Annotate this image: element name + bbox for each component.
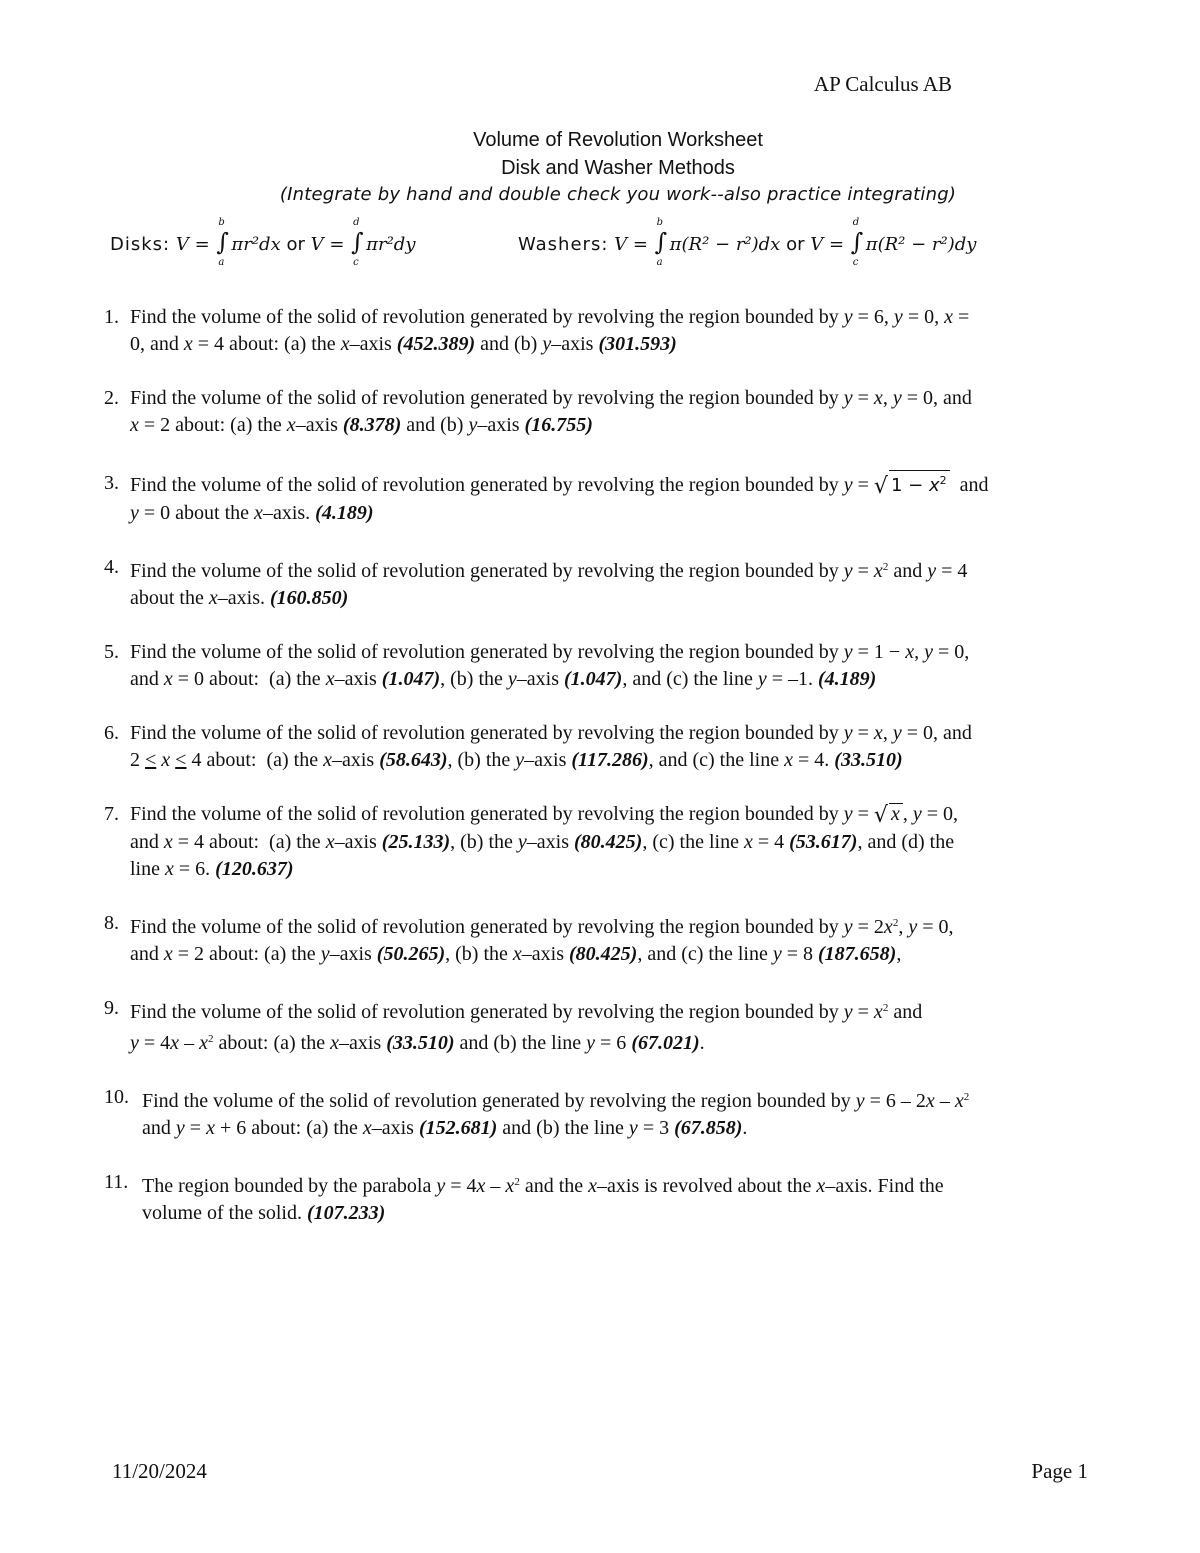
disk-eq-1: V =: [175, 234, 210, 255]
problem-lead: Find the volume of the solid of revolution generated by revolving the region bounded by: [130, 916, 839, 938]
problem-number: 6.: [104, 722, 119, 744]
problem-number: 10.: [104, 1086, 129, 1108]
disk-integrand-dx: πr²dx: [231, 234, 281, 255]
answer: (160.850): [269, 587, 349, 609]
answer: (301.593): [598, 333, 677, 355]
answer: (80.425): [569, 943, 638, 965]
problem-number: 1.: [104, 306, 119, 328]
washer-integrand-dx: π(R² − r²)dx: [669, 234, 781, 255]
answer: (152.681): [418, 1117, 498, 1139]
disks-label: Disks:: [110, 234, 171, 255]
problem-item: 1. Find the volume of the solid of revolution generated by revolving the region bounded by y = 6, y = 0, x = 0, and x = 4 about: (a) the x–axis (452.389) and (b) y–axis (301.593): [104, 306, 970, 355]
answer: (8.378): [342, 414, 402, 436]
answer: (25.133): [381, 831, 451, 853]
problem-lead: Find the volume of the solid of revolution generated by revolving the region bounded by: [130, 641, 839, 663]
integral-sign: ∫ d c: [351, 217, 364, 268]
answer: (120.637): [215, 858, 294, 880]
problem-number: 5.: [104, 641, 119, 663]
or-text: or: [786, 234, 805, 255]
problem-lead: Find the volume of the solid of revolution generated by revolving the region bounded by: [130, 560, 839, 582]
problem-lead: Find the volume of the solid of revolution generated by revolving the region bounded by: [130, 306, 839, 328]
footer-page-number: Page 1: [1031, 1459, 1088, 1483]
answer: (53.617): [789, 831, 858, 853]
washer-eq-1: V =: [614, 234, 648, 255]
worksheet-note: (Integrate by hand and double check you work--also practice integrating): [279, 184, 957, 205]
answer: (50.265): [376, 943, 446, 965]
problem-number: 2.: [104, 387, 119, 409]
washer-eq-2: V =: [810, 234, 845, 255]
radical-sign: √: [873, 474, 888, 499]
problem-list: [104, 304, 1134, 1227]
answer: (33.510): [386, 1032, 455, 1054]
problem-lead: Find the volume of the solid of revolution generated by revolving the region bounded by: [130, 1001, 839, 1023]
problem-item: 3. Find the volume of the solid of revolution generated by revolving the region bounded by y = √ $1 - x^2$ and y = 0 about the x–axis. (4.189): [104, 472, 989, 524]
answer: (80.425): [574, 831, 643, 853]
answer: (67.858): [674, 1117, 743, 1139]
problem-item: 10. Find the volume of the solid of revolution generated by revolving the region bounded by $y = 6 - 2x - x^2$ and y = x + 6 about: (a) the x–axis (152.681) and (b) the line y = 3 (67.858).: [104, 1086, 970, 1139]
problem-number: 4.: [104, 556, 119, 578]
integral-sign: ∫ b a: [654, 217, 668, 268]
integral-sign: ∫ b a: [216, 217, 229, 268]
problem-number: 3.: [104, 472, 119, 494]
problem-item: 2. Find the volume of the solid of revolution generated by revolving the region bounded by y = x, y = 0, and x = 2 about: (a) the x–axis (8.378) and (b) y–axis (16.755): [104, 387, 972, 436]
washer-formulas: [518, 217, 977, 268]
problem-number: 8.: [104, 912, 119, 934]
answer: (117.286): [571, 749, 649, 771]
worksheet-title: Volume of Revolution Worksheet: [473, 129, 763, 151]
problem-item: 11. The region bounded by the parabola $y = 4x - x^2$ and the x–axis is revolved about the x–axis. Find the volume of the solid. (107.233): [104, 1171, 944, 1224]
problem-number: 7.: [104, 803, 119, 825]
problem-lead: Find the volume of the solid of revolution generated by revolving the region bounded by: [142, 1090, 851, 1112]
title-block: [0, 126, 1200, 208]
problem-lead: Find the volume of the solid of revolution generated by revolving the region bounded by: [130, 474, 839, 496]
course-name: AP Calculus AB: [813, 72, 952, 96]
answer: (187.658): [818, 943, 897, 965]
problem-item: 7. Find the volume of the solid of revolution generated by revolving the region bounded by y = √ x , y = 0, and x = 4 about: (a) the x–axis (25.133), (b) the y–axis (80.425), (c) the line x = 4 (53.617), and (d) the line x = 6. (120.637): [104, 803, 959, 880]
answer: (1.047): [564, 668, 623, 690]
worksheet-subtitle: Disk and Washer Methods: [501, 157, 735, 179]
problem-lead: Find the volume of the solid of revolution generated by revolving the region bounded by: [130, 803, 839, 825]
formula-bar: [110, 217, 1110, 272]
answer: (452.389): [396, 333, 476, 355]
radical-sign: √: [873, 803, 888, 828]
problem-lead: Find the volume of the solid of revolution generated by revolving the region bounded by: [130, 722, 839, 744]
disk-formulas: [110, 217, 416, 268]
problem-item: 9. Find the volume of the solid of revolution generated by revolving the region bounded by $y = x^2$ and $y = 4x - x^2$ about: (a) the x–axis (33.510) and (b) the line y = 6 (67.021).: [104, 997, 923, 1054]
problem-item: 4. Find the volume of the solid of revolution generated by revolving the region bounded by $y = x^2$ and y = 4 about the x–axis. (160.850): [104, 556, 968, 609]
answer: (4.189): [315, 502, 374, 524]
integral-sign: ∫ d c: [850, 217, 864, 268]
or-text: or: [286, 234, 305, 255]
answer: (67.021): [631, 1032, 700, 1054]
footer-date: 11/20/2024: [112, 1459, 207, 1483]
washers-label: Washers:: [518, 234, 609, 255]
answer: (58.643): [379, 749, 448, 771]
answer: (4.189): [818, 668, 877, 690]
problem-number: 9.: [104, 997, 119, 1019]
answer: (1.047): [381, 668, 441, 690]
problem-item: 6. Find the volume of the solid of revolution generated by revolving the region bounded by y = x, y = 0, and 2 < x < 4 about: (a) the x–axis (58.643), (b) the y–axis (117.286), and (c) the line x = 4. (33.510): [104, 722, 972, 771]
washer-integrand-dy: π(R² − r²)dy: [865, 234, 977, 255]
problem-lead: Find the volume of the solid of revolution generated by revolving the region bounded by: [130, 387, 839, 409]
disk-eq-2: V =: [310, 234, 345, 255]
disk-integrand-dy: πr²dy: [366, 234, 416, 255]
answer: (107.233): [306, 1202, 386, 1224]
answer: (16.755): [524, 414, 593, 436]
problem-number: 11.: [104, 1171, 129, 1193]
problem-item: 5. Find the volume of the solid of revolution generated by revolving the region bounded by y = 1 − x, y = 0, and x = 0 about: (a) the x–axis (1.047), (b) the y–axis (1.047), and (c) the line y = –1. (4.189): [104, 641, 970, 690]
problem-item: 8. Find the volume of the solid of revolution generated by revolving the region bounded by $y = 2x^2$, y = 0, and x = 2 about: (a) the y–axis (50.265), (b) the x–axis (80.425), and (c) the line y = 8 (187.658),: [104, 912, 954, 965]
answer: (33.510): [834, 749, 903, 771]
